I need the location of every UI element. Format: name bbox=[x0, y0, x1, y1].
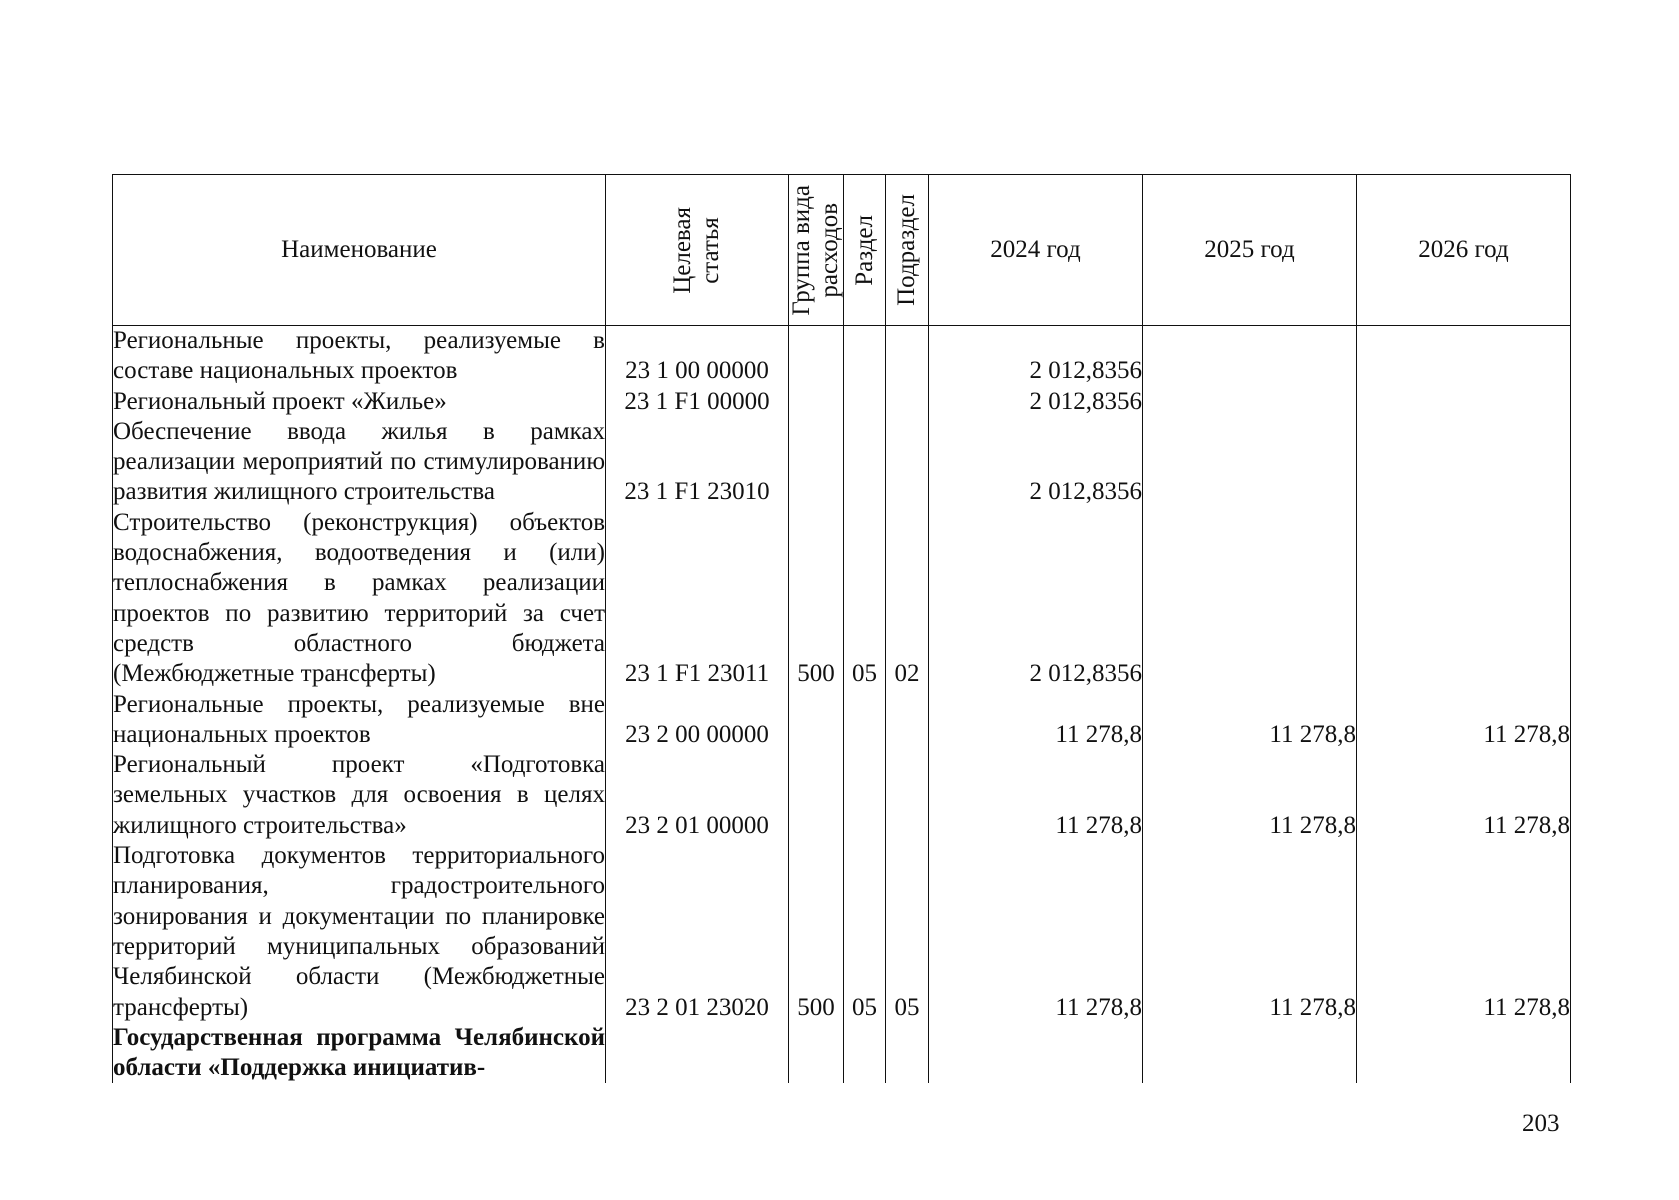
row-2026: 11 278,8 bbox=[1357, 690, 1571, 751]
row-subsection: 05 bbox=[886, 841, 929, 1023]
row-2024: 2 012,8356 bbox=[929, 508, 1143, 690]
table-row bbox=[113, 841, 1571, 1023]
header-2026: 2026 год bbox=[1357, 175, 1571, 326]
row-2026 bbox=[1357, 417, 1571, 508]
row-2024: 11 278,8 bbox=[929, 690, 1143, 751]
header-2025: 2025 год bbox=[1143, 175, 1357, 326]
row-section: 05 bbox=[844, 508, 886, 690]
row-subsection bbox=[886, 750, 929, 841]
row-group bbox=[789, 417, 844, 508]
row-section bbox=[844, 690, 886, 751]
row-2025 bbox=[1143, 508, 1357, 690]
header-subsection-label: Подраздел bbox=[893, 194, 920, 306]
page-number: 203 bbox=[1522, 1110, 1560, 1137]
row-group bbox=[789, 387, 844, 417]
row-group bbox=[789, 750, 844, 841]
row-code: 23 1 F1 00000 bbox=[606, 387, 789, 417]
row-section bbox=[844, 326, 886, 387]
row-2025 bbox=[1143, 326, 1357, 387]
row-name: Строительство (реконструкция) объектов водоснабжения, водоотведения и (или) теплоснабжения в рамках реализации проектов по развитию территорий за счет средств областного бюджета (Межбюджетные трансферты) bbox=[113, 508, 606, 690]
row-section bbox=[844, 1023, 886, 1084]
header-target-label: Целевая статья bbox=[669, 206, 724, 294]
row-code: 23 2 01 23020 bbox=[606, 841, 789, 1023]
header-subsection bbox=[886, 175, 929, 326]
row-2025 bbox=[1143, 387, 1357, 417]
row-2024: 11 278,8 bbox=[929, 750, 1143, 841]
row-2025: 11 278,8 bbox=[1143, 750, 1357, 841]
row-group: 500 bbox=[789, 841, 844, 1023]
row-code: 23 1 F1 23010 bbox=[606, 417, 789, 508]
table-row bbox=[113, 387, 1571, 417]
header-target bbox=[606, 175, 789, 326]
row-2026: 11 278,8 bbox=[1357, 750, 1571, 841]
row-2024: 11 278,8 bbox=[929, 841, 1143, 1023]
row-2025: 11 278,8 bbox=[1143, 690, 1357, 751]
row-subsection bbox=[886, 690, 929, 751]
row-name: Подготовка документов территориального планирования, градостроительного зонирования и документации по планировке территорий муниципальных образований Челябинской области (Межбюджетные трансферты) bbox=[113, 841, 606, 1023]
table-row bbox=[113, 690, 1571, 751]
row-2025 bbox=[1143, 1023, 1357, 1084]
row-2026 bbox=[1357, 387, 1571, 417]
table-row bbox=[113, 508, 1571, 690]
header-name: Наименование bbox=[113, 175, 606, 326]
row-group bbox=[789, 326, 844, 387]
row-2024 bbox=[929, 1023, 1143, 1084]
row-2024: 2 012,8356 bbox=[929, 417, 1143, 508]
row-section bbox=[844, 387, 886, 417]
row-code: 23 2 01 00000 bbox=[606, 750, 789, 841]
row-2024: 2 012,8356 bbox=[929, 387, 1143, 417]
row-2026 bbox=[1357, 326, 1571, 387]
row-name: Региональные проекты, реализуемые вне национальных проектов bbox=[113, 690, 606, 751]
row-2025: 11 278,8 bbox=[1143, 841, 1357, 1023]
row-2024: 2 012,8356 bbox=[929, 326, 1143, 387]
row-name: Региональный проект «Жилье» bbox=[113, 387, 606, 417]
row-group bbox=[789, 690, 844, 751]
header-section-label: Раздел bbox=[850, 214, 878, 286]
row-code: 23 1 00 00000 bbox=[606, 326, 789, 387]
row-2026 bbox=[1357, 1023, 1571, 1084]
row-group: 500 bbox=[789, 508, 844, 690]
table-row bbox=[113, 326, 1571, 387]
row-section bbox=[844, 750, 886, 841]
row-2025 bbox=[1143, 417, 1357, 508]
row-name: Государственная программа Челябинской области «Поддержка инициатив- bbox=[113, 1023, 606, 1084]
row-subsection bbox=[886, 326, 929, 387]
header-section bbox=[844, 175, 886, 326]
row-code: 23 1 F1 23011 bbox=[606, 508, 789, 690]
row-subsection: 02 bbox=[886, 508, 929, 690]
header-row bbox=[113, 175, 1571, 326]
row-section: 05 bbox=[844, 841, 886, 1023]
row-name: Обеспечение ввода жилья в рамках реализации мероприятий по стимулированию развития жилищного строительства bbox=[113, 417, 606, 508]
header-group-label: Группа вида расходов bbox=[788, 184, 843, 316]
table-row bbox=[113, 1023, 1571, 1084]
row-subsection bbox=[886, 1023, 929, 1084]
header-group bbox=[789, 175, 844, 326]
row-section bbox=[844, 417, 886, 508]
table-row bbox=[113, 750, 1571, 841]
row-code: 23 2 00 00000 bbox=[606, 690, 789, 751]
row-name: Региональный проект «Подготовка земельных участков для освоения в целях жилищного строительства» bbox=[113, 750, 606, 841]
row-subsection bbox=[886, 417, 929, 508]
row-group bbox=[789, 1023, 844, 1084]
header-2024: 2024 год bbox=[929, 175, 1143, 326]
table-row bbox=[113, 417, 1571, 508]
row-name: Региональные проекты, реализуемые в составе национальных проектов bbox=[113, 326, 606, 387]
budget-table bbox=[112, 174, 1571, 1083]
row-subsection bbox=[886, 387, 929, 417]
row-2026: 11 278,8 bbox=[1357, 841, 1571, 1023]
row-2026 bbox=[1357, 508, 1571, 690]
row-code bbox=[606, 1023, 789, 1084]
